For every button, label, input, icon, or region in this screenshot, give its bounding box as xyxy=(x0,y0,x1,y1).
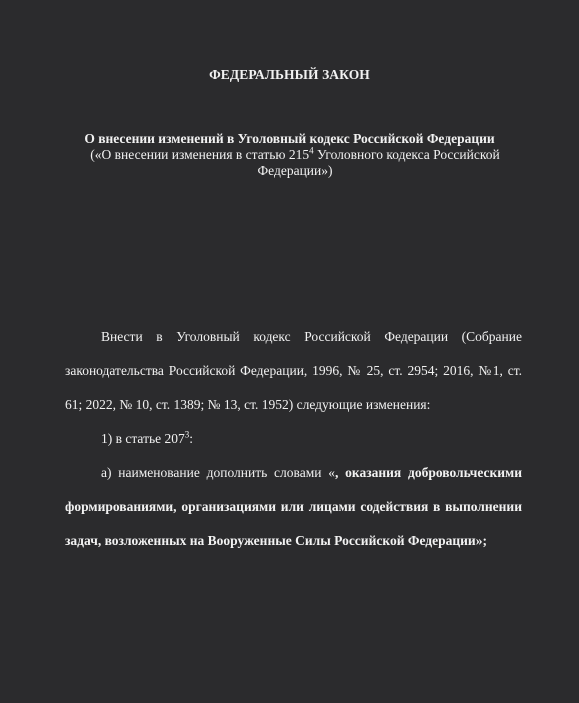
intro-text: Внести в Уголовный кодекс Российской Федерации (Собрание законодательства Российской Федерации, 1996, № 25, ст. 2954; 2016, №1, ст. 61; 2022, № 10, ст. 1389; № 13, ст. 1952) следующие изменения: xyxy=(65,329,522,412)
subtitle-alt-suffix: Уголовного кодекса Российской Федерации») xyxy=(257,147,500,178)
item-1-prefix: 1) в статье 207 xyxy=(101,431,185,446)
subtitle-alt-superscript: 4 xyxy=(309,145,314,156)
law-subtitle-alternative xyxy=(80,147,510,179)
item-1-paragraph xyxy=(65,422,522,456)
item-1-superscript: 3 xyxy=(184,429,190,440)
item-a-closing-quote: »; xyxy=(475,533,487,548)
item-a-paragraph xyxy=(65,456,522,558)
item-a-plain-text: а) наименование дополнить словами « xyxy=(101,465,335,480)
subtitle-alt-prefix: («О внесении изменения в статью 215 xyxy=(90,147,310,162)
law-title: ФЕДЕРАЛЬНЫЙ ЗАКОН xyxy=(209,67,370,82)
item-a-bold-text: , оказания добровольческими формированиями, организациями или лицами содействия в выполнении задач, возложенных на Вооруженные Силы Российской Федерации xyxy=(65,465,522,548)
intro-paragraph xyxy=(65,320,522,422)
item-1-suffix: : xyxy=(189,431,194,446)
law-subtitle: О внесении изменений в Уголовный кодекс Российской Федерации xyxy=(84,131,495,146)
